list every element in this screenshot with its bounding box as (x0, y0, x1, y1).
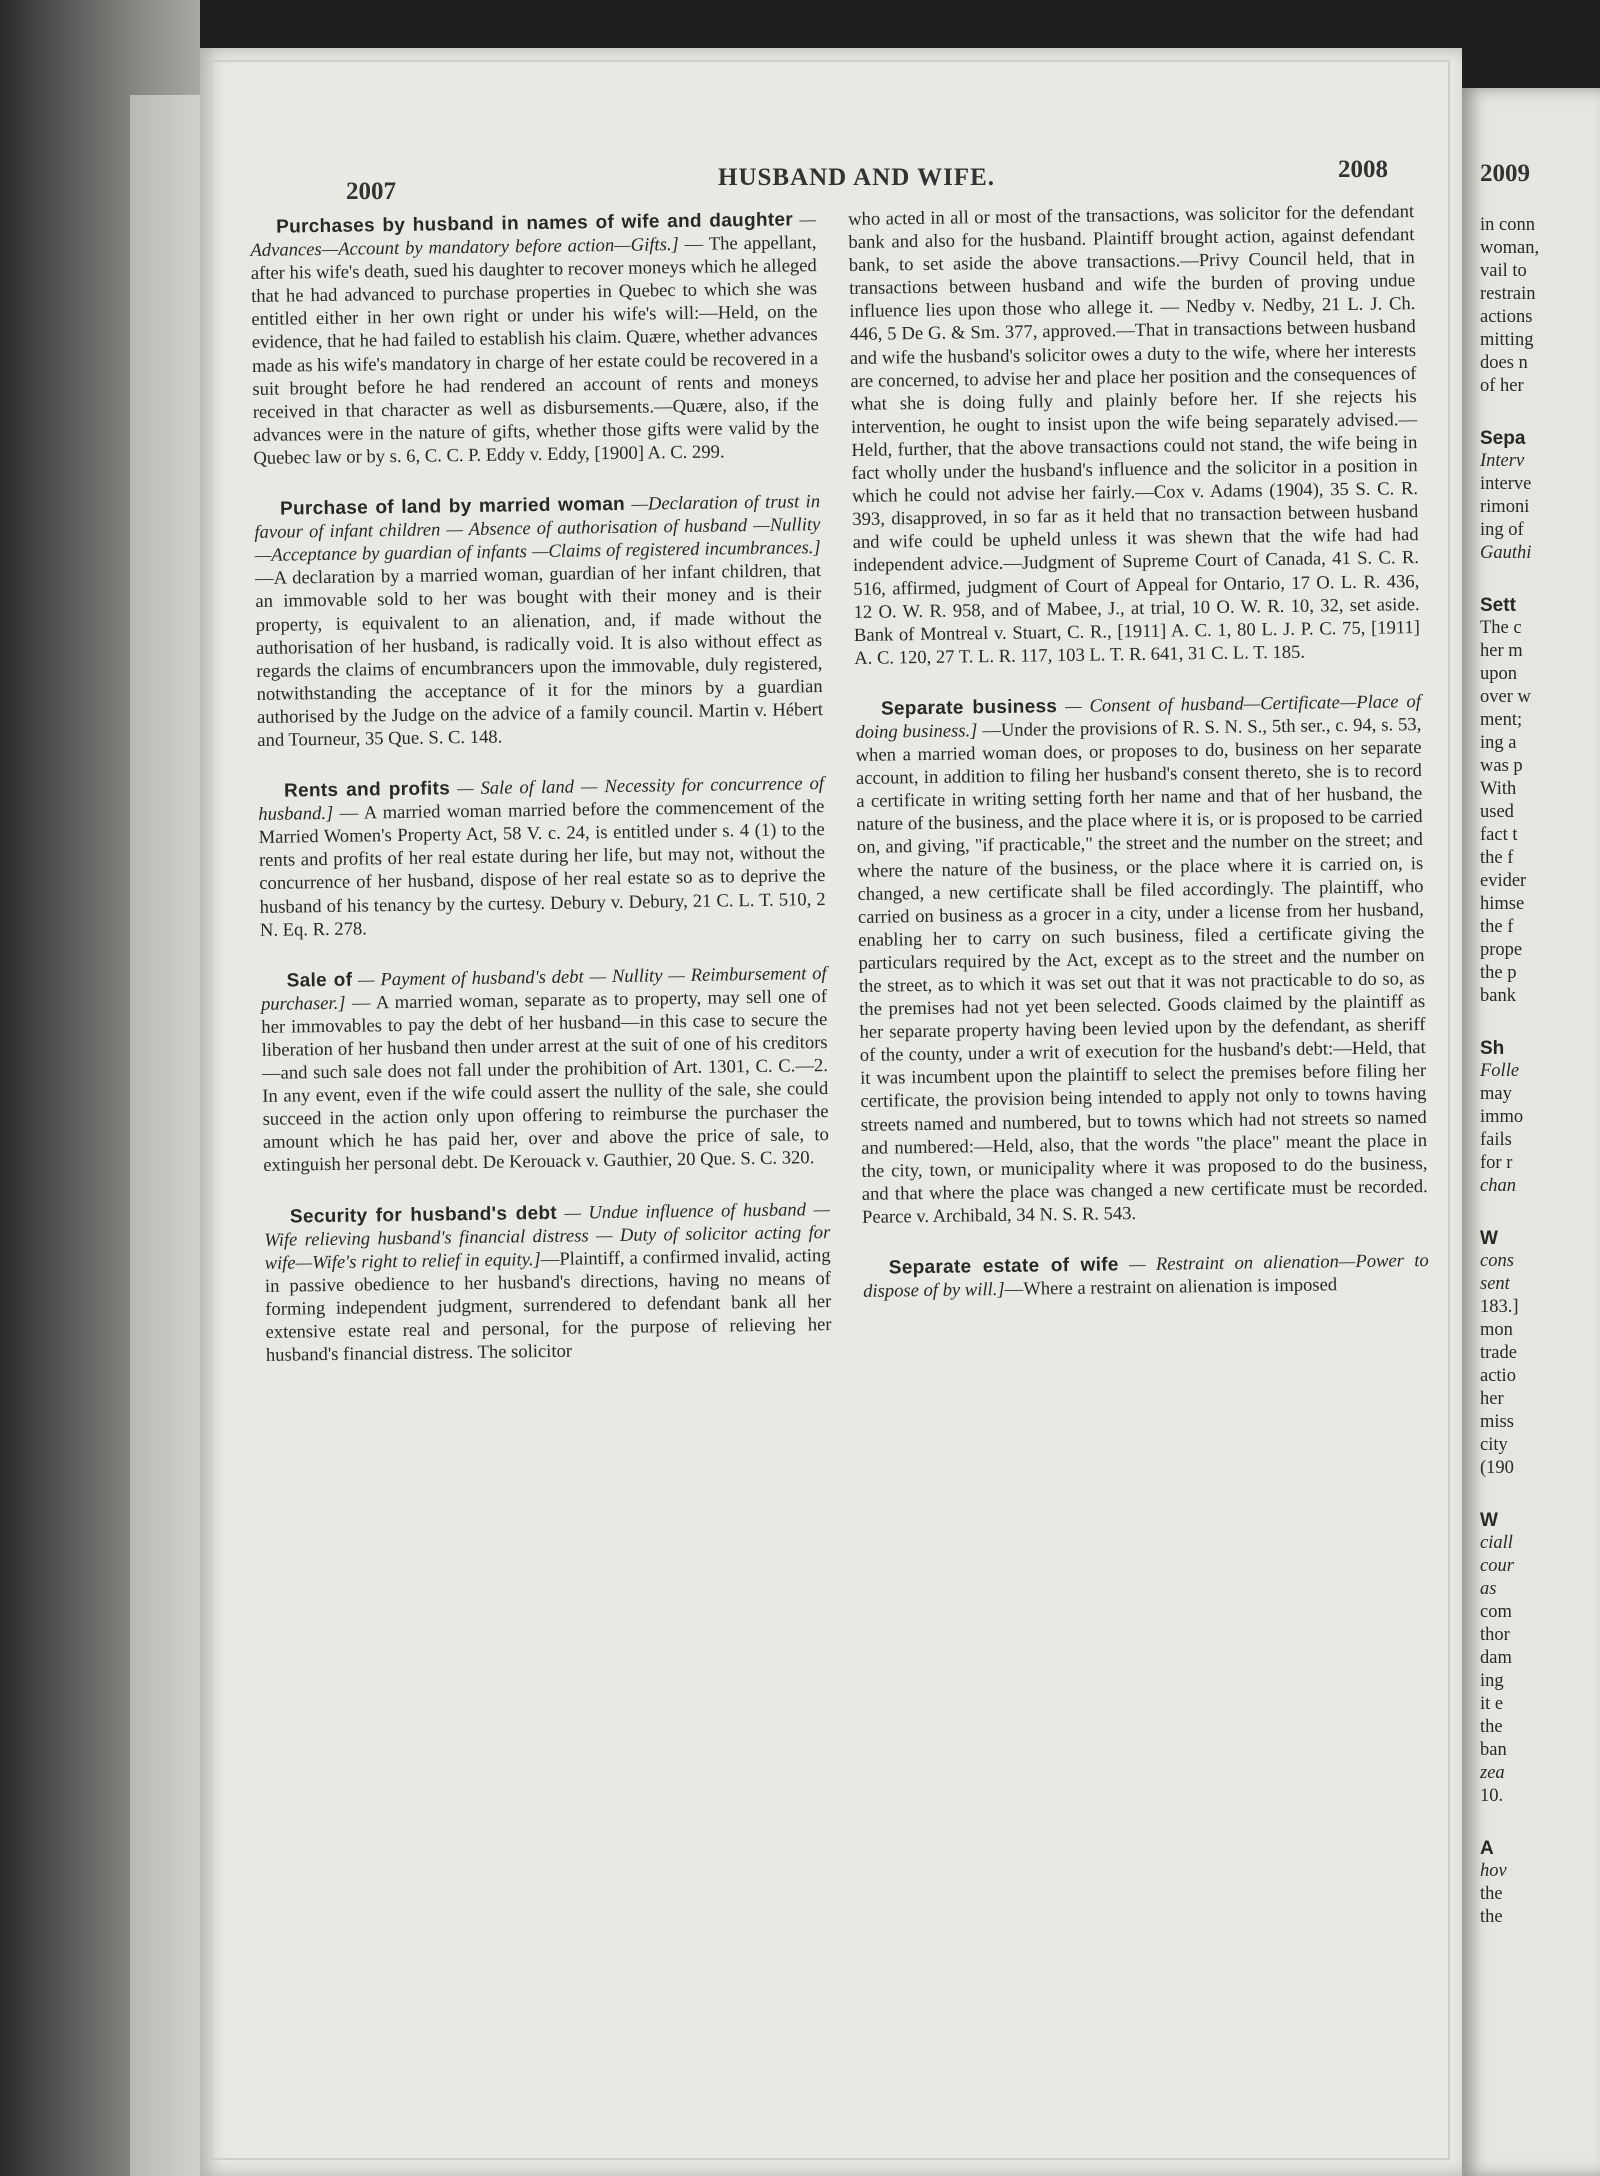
next-page-line: zea (1480, 1763, 1505, 1783)
next-page-line: of her (1480, 376, 1524, 396)
next-page-line: evider (1480, 871, 1527, 891)
left-page (200, 48, 1462, 2176)
next-page-line: vail to (1480, 261, 1527, 281)
entry-body: — A married woman married before the commencement of the Married Women's Property Act, 58 V. c. 24, is entitled under s. 4 (1) to the rents and profits of her real estate during her life, but may not, without the concurrence of her husband, dispose of her real estate so as to deprive the husband of his tenancy by the curtesy. Debury v. Debury, 21 C. L. T. 510, 2 N. Eq. R. 278. (258, 796, 826, 941)
entry-heading: Purchases by husband in names of wife and daughter (276, 209, 794, 238)
next-page-line: immo (1480, 1107, 1524, 1127)
entry (258, 772, 826, 942)
page-edge (130, 95, 200, 2176)
entry-body: —A declaration by a married woman, guardian of her infant children, that an immovable sold to her was bought with their money and is their property, is equivalent to an alienation, and, if made without the authorisation of her husband, is radically void. It is also without effect as regards the claims of encumbrancers upon the immovable, duly registered, notwithstanding the acceptance of it for the minors by a guardian authorised by the Judge on the advice of a family council. Martin v. Hébert and Tourneur, 35 Que. S. C. 148. (254, 560, 824, 751)
next-page-line: The c (1480, 618, 1522, 638)
next-page-line: the (1480, 1717, 1503, 1737)
entry-body: —Under the provisions of R. S. N. S., 5th ser., c. 94, s. 53, when a married woman does, or proposes to do, business on her separate account, in addition to filing her husband's consent thereto, she is to record a certificate in writing setting forth her name and that of her husband, the nature of the business, and the place where it is, or is proposed to be carried on, and giving, "if practicable," the street and the number on the street; and where the nature of the business, or the place where it is carried on, is changed, a new certificate shall be filed accordingly. The plaintiff, who carried on business as a grocer in a city, under a license from her husband, enabling her to carry on such business, filed a certificate giving the particulars required by the Act, except as to the street and the number on the street, as to which it was set out that it was not practicable to do so, as the premises had not yet been selected. Goods claimed by the plaintiff as her separate property having been levied upon by the defendant, as sheriff of the county, under a writ of execution for the husband's debt:—Held, that it was incumbent upon the plaintiff to select the premises before filing her certificate, the provision being intended to apply not only to towns having streets named and numbered, but to towns which had not streets so named and numbered:—Held, also, that the words "the place" meant the place in the city, town, or municipality where it was proposed to do the business, and that where the place was changed a new certificate must be recorded. Pearce v. Archibald, 34 N. S. R. 543. (855, 714, 1428, 1228)
entry-heading: Separate estate of wife (888, 1254, 1119, 1279)
next-page-line: chan (1480, 1176, 1516, 1196)
next-page-line: the (1480, 1907, 1503, 1927)
next-page-line: restrain (1480, 284, 1536, 304)
next-page-line: thor (1480, 1625, 1510, 1645)
next-page-line: com (1480, 1602, 1512, 1622)
next-page-line: mitting (1480, 330, 1534, 350)
next-page-line: 10. (1480, 1786, 1504, 1806)
next-page-line: dam (1480, 1648, 1512, 1668)
next-page-line: Sett (1480, 595, 1516, 616)
entry (254, 490, 823, 752)
next-page-line: himse (1480, 894, 1525, 914)
next-page-line: actions (1480, 307, 1533, 327)
next-page-line: ing of (1480, 520, 1524, 540)
entry-heading: Purchase of land by married woman (279, 493, 626, 520)
next-page-line: ing (1480, 1671, 1504, 1691)
entry-subheading: —Declaration of trust in favour of infant children — Absence of authorisation of husband —Nullity—Acceptance by guardian of infants —Claims of registered incumbrances.] (254, 491, 821, 567)
entry-heading: Security for husband's debt (289, 1202, 558, 1228)
next-page-line: With (1480, 779, 1517, 799)
next-page-line: W (1480, 1510, 1498, 1531)
entry-body: —Plaintiff, a confirmed invalid, acting in passive obedience to her husband's directions, having no means of forming independent judgment, surrendered to defendant bank all her extensive estate real and personal, for the purpose of relieving her husband's financial distress. The solicitor (264, 1244, 832, 1367)
next-page-line: fact t (1480, 825, 1518, 845)
next-page-line: ban (1480, 1740, 1507, 1760)
next-page-line: prope (1480, 940, 1523, 960)
next-page-line: the f (1480, 848, 1514, 868)
next-page-line: interve (1480, 474, 1532, 494)
page-number-right: 2008 (1338, 156, 1388, 183)
column-left (250, 208, 832, 1395)
entry (855, 690, 1428, 1229)
next-page-line: sent (1480, 1274, 1510, 1294)
next-page-line: was p (1480, 756, 1523, 776)
next-page-line: upon (1480, 664, 1517, 684)
entry-subheading: — Undue influence of husband — Wife relieving husband's financial distress — Duty of solicitor acting for wife—Wife's right to relief in equity.] (264, 1198, 831, 1274)
next-page-line: woman, (1480, 238, 1540, 258)
entry-continued (848, 200, 1420, 670)
next-page-line: Folle (1480, 1061, 1520, 1081)
entry-subheading: — Sale of land — Necessity for concurrence of husband.] (258, 773, 825, 826)
next-page-line: the (1480, 1884, 1503, 1904)
entry (261, 962, 830, 1178)
next-page-line: it e (1480, 1694, 1504, 1714)
entry-subheading: — Advances—Account by mandatory before action—Gifts.] (250, 209, 817, 262)
next-page-line: W (1480, 1228, 1498, 1249)
next-page-line: bank (1480, 986, 1516, 1006)
entry-subheading: — Payment of husband's debt — Nullity — Reimbursement of purchaser.] (260, 962, 827, 1015)
next-page-line: for r (1480, 1153, 1513, 1173)
next-page-line: Sh (1480, 1038, 1505, 1059)
book-binding (0, 0, 200, 2176)
next-page-line: ing a (1480, 733, 1517, 753)
running-head: HUSBAND AND WIFE. (718, 164, 995, 191)
next-page-line: used (1480, 802, 1514, 822)
entry-heading: Sale of (286, 969, 353, 992)
next-page-line: does n (1480, 353, 1528, 373)
next-page-line: the f (1480, 917, 1514, 937)
entry (264, 1198, 832, 1368)
entry-body: —Where a restraint on alienation is imposed (1004, 1274, 1338, 1301)
entry (863, 1249, 1430, 1303)
entry-body: — A married woman, separate as to property, may sell one of her immovables to pay the debt of her husband—in this case to secure the liberation of her husband then under arrest at the suit of one of his creditors—and such sale does not fall under the prohibition of Art. 1301, C. C.—2. In any event, even if the wife could assert the nullity of the sale, she could succeed in the action only upon offering to reimburse the purchaser the amount which he has paid her, over and above the price of sale, to extinguish her personal debt. De Kerouack v. Gauthier, 20 Que. S. C. 320. (261, 985, 830, 1177)
next-page-line: Interv (1480, 451, 1525, 471)
entry (250, 208, 819, 470)
entry-body: who acted in all or most of the transactions, was solicitor for the defendant bank and also for the husband. Plaintiff brought action, against defendant bank, to set aside the above transactions.—Privy Council held, that in transactions between husband and wife the burden of proving undue influence lies upon those who allege it. — Nedby v. Nedby, 21 L. J. Ch. 446, 5 De G. & Sm. 377, approved.—That in transactions between husband and wife the husband's solicitor owes a duty to the wife, where her interests are concerned, to advise her and place her position and the consequences of what she is doing fully and plainly before her. If she rejects his intervention, he ought to insist upon the wife being separately advised.—Held, further, that the above transactions could not stand, the wife being in fact wholly under the husband's influence and the solicitor in a position in which he could not advise her fairly.—Cox v. Adams (1904), 35 S. C. R. 393, disapproved, in so far as it held that no transaction between husband and wife could be upheld unless it was shewn that the wife had had independent advice.—Judgment of Supreme Court of Canada, 41 S. C. R. 516, affirmed, judgment of Court of Appeal for Ontario, 17 O. L. R. 436, 12 O. W. R. 958, and of Mabee, J., at trial, 10 O. W. R. 10, 32, set aside. Bank of Montreal v. Stuart, C. R., [1911] A. C. 1, 80 L. J. P. C. 75, [1911] A. C. 120, 27 T. L. R. 117, 103 L. T. R. 641, 31 C. L. T. 185. (848, 201, 1421, 669)
next-page-line: the p (1480, 963, 1517, 983)
next-page-line: may (1480, 1084, 1512, 1104)
next-page-line: (190 (1480, 1458, 1514, 1478)
next-page-line: cons (1480, 1251, 1514, 1271)
entry-subheading: — Restraint on alienation—Power to dispose of by will.] (862, 1250, 1429, 1303)
next-page-fragments (1462, 214, 1539, 1929)
page-number-left: 2007 (346, 178, 396, 205)
next-page-line: A (1480, 1838, 1494, 1859)
next-page-line: mon (1480, 1320, 1513, 1340)
entry-body: — The appellant, after his wife's death, sued his daughter to recover moneys which he alleged that he had advanced to purchase properties in Quebec to which she was entitled either in her own right or under his wife's will:—Held, on the evidence, that he had failed to establish his claim. Quære, whether advances made as his wife's mandatory in charge of her estate could be recovered in a suit brought before he had rendered an account of rents and moneys received in that character as well as disbursements.—Quære, also, if the advances were in the nature of gifts, whether those gifts were valid by the Quebec law or by s. 6, C. C. P. Eddy v. Eddy, [1900] A. C. 299. (250, 232, 820, 469)
column-right (848, 200, 1430, 1331)
next-page-line: in conn (1480, 215, 1535, 235)
next-page-line: Gauthi (1480, 543, 1532, 563)
next-page-line: Sepa (1480, 428, 1526, 449)
next-page-line: cour (1480, 1556, 1514, 1576)
page-number-next: 2009 (1480, 160, 1530, 187)
entry-heading: Separate business (880, 696, 1058, 720)
entry-heading: Rents and profits (283, 778, 451, 802)
next-page-line: ciall (1480, 1533, 1513, 1553)
next-page-line: ment; (1480, 710, 1523, 730)
next-page-line: as (1480, 1579, 1497, 1599)
next-page-line: actio (1480, 1366, 1516, 1386)
next-page-line: her (1480, 1389, 1504, 1409)
next-page-line: trade (1480, 1343, 1517, 1363)
next-page (1462, 88, 1600, 2176)
next-page-line: rimoni (1480, 497, 1530, 517)
entry-subheading: — Consent of husband—Certificate—Place of doing business.] (855, 690, 1422, 743)
next-page-line: her m (1480, 641, 1523, 661)
next-page-line: city (1480, 1435, 1508, 1455)
next-page-line: hov (1480, 1861, 1507, 1881)
next-page-line: fails (1480, 1130, 1512, 1150)
next-page-line: miss (1480, 1412, 1514, 1432)
next-page-line: over w (1480, 687, 1531, 707)
next-page-line: 183.] (1480, 1297, 1519, 1317)
